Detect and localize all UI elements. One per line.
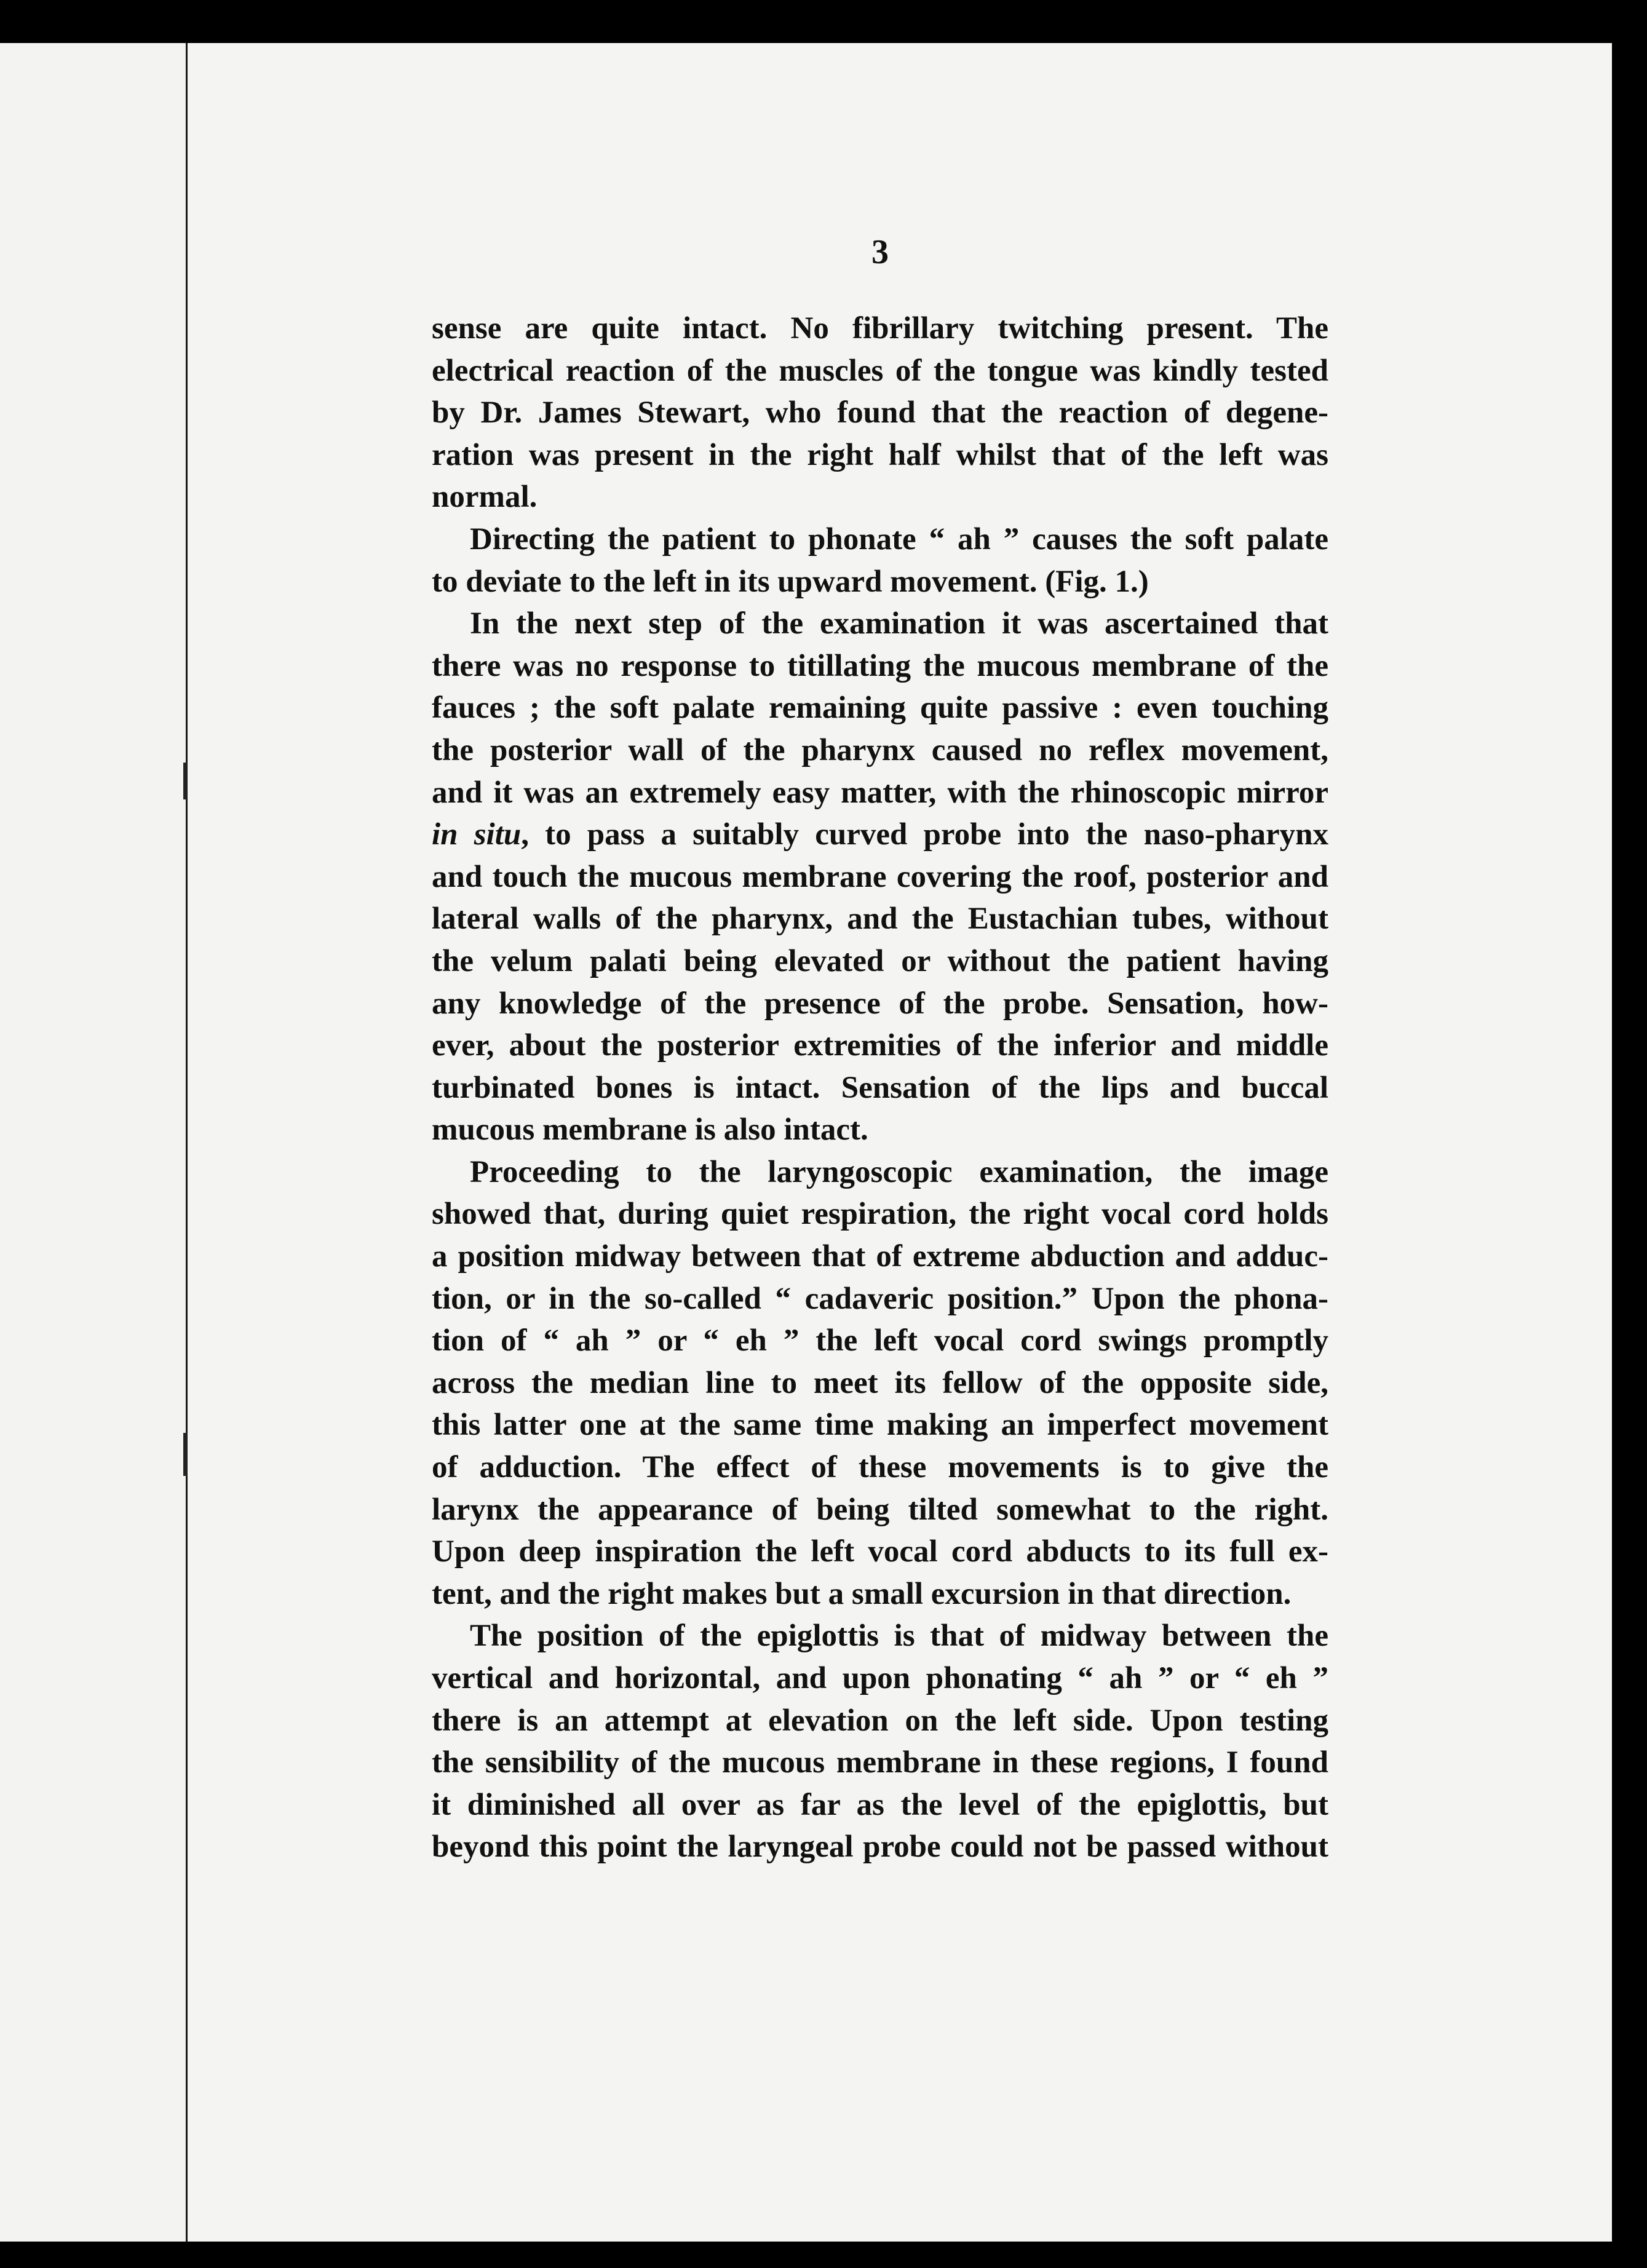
paragraph: [432, 518, 1328, 603]
text-line: this latter one at the same time making an imperfect movement: [432, 1408, 1328, 1443]
text-line: the sensibility of the mucous membrane in these regions, I found: [432, 1745, 1328, 1780]
paragraph: [432, 603, 1328, 1151]
text-line: turbinated bones is intact. Sensation of the lips and buccal: [432, 1070, 1328, 1105]
paragraph: [432, 307, 1328, 518]
text-line: The position of the epiglottis is that of midway between the: [470, 1619, 1328, 1654]
text-line: fauces ; the soft palate remaining quite passive : even touching: [432, 691, 1328, 726]
page-number: 3: [871, 233, 889, 271]
text-line: a position midway between that of extreme abduction and adduc-: [432, 1239, 1328, 1274]
text-line: tion of “ ah ” or “ eh ” the left vocal cord swings promptly: [432, 1323, 1328, 1358]
text-line: vertical and horizontal, and upon phonating “ ah ” or “ eh ”: [432, 1661, 1328, 1695]
paragraph: [432, 1151, 1328, 1616]
text-line: Directing the patient to phonate “ ah ” causes the soft palate: [470, 521, 1328, 557]
text-line: in situ, to pass a suitably curved probe into the naso-pharynx: [432, 817, 1328, 852]
text-line: Upon deep inspiration the left vocal cord abducts to its full ex-: [432, 1534, 1328, 1569]
text-line: beyond this point the laryngeal probe could not be passed without: [432, 1830, 1328, 1865]
text-line: tion, or in the so-called “ cadaveric position.” Upon the phona-: [432, 1281, 1328, 1316]
text-line: In the next step of the examination it was ascertained that: [470, 606, 1328, 641]
text-line: and touch the mucous membrane covering the roof, posterior and: [432, 859, 1328, 894]
text-line: any knowledge of the presence of the probe. Sensation, how-: [432, 986, 1328, 1021]
binding-mark: [183, 763, 187, 799]
text-line: the velum palati being elevated or without the patient having: [432, 943, 1328, 978]
binding-mark: [183, 1433, 188, 1476]
text-line: and it was an extremely easy matter, with the rhinoscopic mirror: [432, 775, 1328, 810]
text-line: it diminished all over as far as the level of the epiglottis, but: [432, 1787, 1328, 1822]
text-line: the posterior wall of the pharynx caused no reflex movement,: [432, 732, 1328, 767]
text-line: lateral walls of the pharynx, and the Eustachian tubes, without: [432, 902, 1328, 937]
text-line: larynx the appearance of being tilted somewhat to the right.: [432, 1492, 1328, 1527]
text-line: by Dr. James Stewart, who found that the reaction of degene-: [432, 395, 1328, 430]
text-line: showed that, during quiet respiration, the right vocal cord holds: [432, 1197, 1328, 1232]
text-line: across the median line to meet its fellow of the opposite side,: [432, 1365, 1328, 1400]
text-line: ever, about the posterior extremities of the inferior and middle: [432, 1028, 1328, 1063]
text-line: ration was present in the right half whilst that of the left was: [432, 437, 1328, 472]
text-line: mucous membrane is also intact.: [432, 1112, 868, 1148]
paragraph: [432, 1615, 1328, 1868]
text-line: electrical reaction of the muscles of the tongue was kindly tested: [432, 353, 1328, 388]
text-line: of adduction. The effect of these movements is to give the: [432, 1450, 1328, 1485]
text-line: normal.: [432, 480, 538, 515]
text-line: to deviate to the left in its upward movement. (Fig. 1.): [432, 564, 1149, 599]
text-line: there is an attempt at elevation on the left side. Upon testing: [432, 1703, 1328, 1738]
page-text: [432, 234, 1328, 1868]
left-page-edge: [0, 43, 188, 2242]
text-line: there was no response to titillating the mucous membrane of the: [432, 648, 1328, 683]
text-line: tent, and the right makes but a small excursion in that direction.: [432, 1576, 1292, 1611]
text-line: Proceeding to the laryngoscopic examination, the image: [470, 1154, 1328, 1189]
text-line: sense are quite intact. No fibrillary twitching present. The: [432, 311, 1328, 346]
